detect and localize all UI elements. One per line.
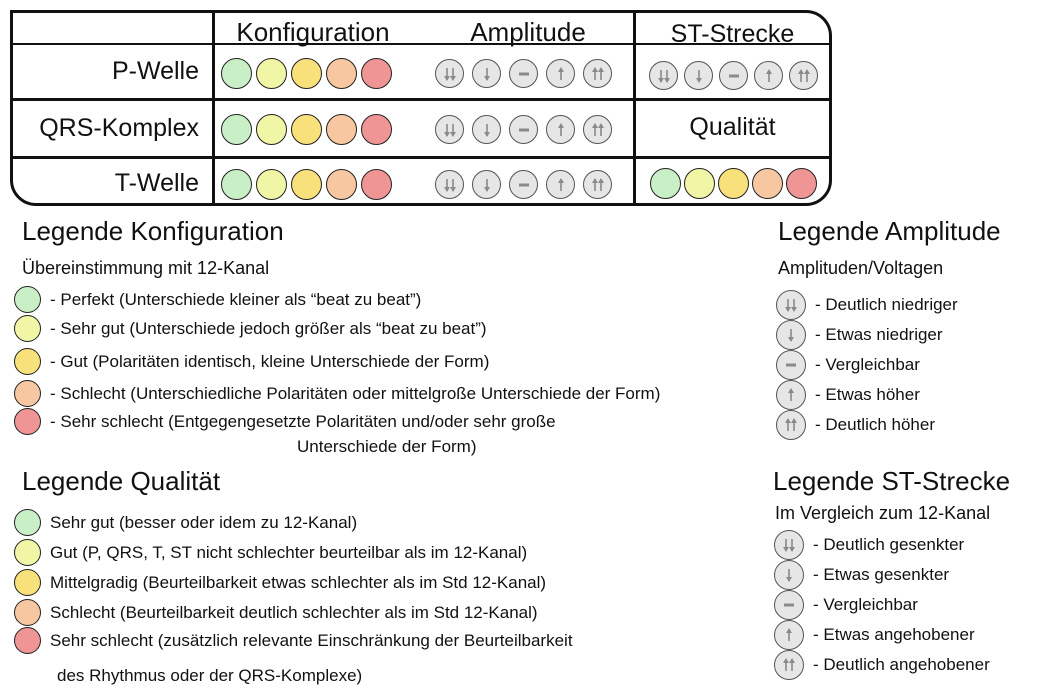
konfig-circle-sehr-schlecht: [361, 58, 392, 89]
qual-circle-sehr-schlecht: [786, 168, 817, 199]
legend-konfig-text: - Sehr gut (Unterschiede jedoch größer als “beat zu beat”): [50, 318, 487, 338]
table-divider: [13, 156, 829, 159]
konfig-circle-gut: [291, 169, 322, 200]
konfig-circle-sehr-schlecht: [361, 169, 392, 200]
mittelgradig-circle-icon: [14, 569, 41, 596]
legend-item-text: - Deutlich höher: [815, 415, 936, 434]
legend-qual-item-gut: [14, 539, 527, 566]
double-up-arrow-icon: [583, 115, 612, 144]
konfig-circle-gut: [291, 114, 322, 145]
amplitude-scale-qrs: [435, 115, 612, 144]
equal-icon: [776, 350, 806, 380]
double-down-arrow-icon: [435, 170, 464, 199]
double-down-arrow-icon: [776, 290, 806, 320]
double-down-arrow-icon: [649, 61, 678, 90]
down-arrow-icon: [472, 170, 501, 199]
sehr-schlecht-circle-icon: [14, 408, 41, 435]
legend-qual-item-schlecht: [14, 599, 538, 626]
up-arrow-icon: [546, 59, 575, 88]
down-arrow-icon: [684, 61, 713, 90]
down-arrow-icon: [472, 115, 501, 144]
qual-circle-mittelgradig: [718, 168, 749, 199]
konfig-circle-perfekt: [221, 58, 252, 89]
legend-konfig-item-perfekt: [14, 286, 421, 313]
konfig-circle-schlecht: [326, 169, 357, 200]
konfig-circle-gut: [291, 58, 322, 89]
up-arrow-icon: [546, 170, 575, 199]
double-down-arrow-icon: [435, 59, 464, 88]
amplitude-scale-t: [435, 170, 612, 199]
konfiguration-scale-t: [221, 169, 392, 200]
legend-item: [776, 410, 935, 440]
double-up-arrow-icon: [789, 61, 818, 90]
legend-item: [774, 620, 975, 650]
legend-qual-text: Sehr schlecht (zusätzlich relevante Einschränkung der Beurteilbarkeit: [50, 630, 573, 650]
legend-item: [774, 530, 964, 560]
legend-item: [774, 560, 949, 590]
amplitude-scale-p: [435, 59, 612, 88]
double-up-arrow-icon: [774, 650, 804, 680]
assessment-table: [10, 10, 832, 206]
up-arrow-icon: [754, 61, 783, 90]
double-up-arrow-icon: [776, 410, 806, 440]
row-label-t-welle: T-Welle: [114, 169, 199, 197]
legend-qualitaet-title: Legende Qualität: [22, 466, 221, 496]
equal-icon: [719, 61, 748, 90]
down-arrow-icon: [774, 560, 804, 590]
legend-item-text: - Deutlich niedriger: [815, 295, 958, 314]
legend-konfig-text: - Gut (Polaritäten identisch, kleine Unterschiede der Form): [50, 351, 490, 371]
legend-item-text: - Deutlich gesenkter: [813, 535, 965, 554]
legend-konfig-item-sehr-schlecht: [14, 408, 556, 435]
up-arrow-icon: [776, 380, 806, 410]
sehr-gut-circle-icon: [14, 509, 41, 536]
equal-icon: [509, 170, 538, 199]
gut-circle-icon: [14, 539, 41, 566]
legend-st-title: Legende ST-Strecke: [773, 466, 1011, 496]
konfiguration-scale-qrs: [221, 114, 392, 145]
legend-konfiguration-subtitle: Übereinstimmung mit 12-Kanal: [22, 258, 270, 278]
double-up-arrow-icon: [583, 170, 612, 199]
qual-circle-gut: [684, 168, 715, 199]
legend-konfiguration-title: Legende Konfiguration: [22, 216, 284, 246]
legend-item-text: - Etwas gesenkter: [813, 565, 950, 584]
konfig-circle-perfekt: [221, 114, 252, 145]
legend-konfig-text-cont: Unterschiede der Form): [297, 437, 477, 456]
legend-st-subtitle: Im Vergleich zum 12-Kanal: [775, 503, 991, 523]
legend-qual-text: Gut (P, QRS, T, ST nicht schlechter beurteilbar als im 12-Kanal): [50, 542, 528, 562]
down-arrow-icon: [776, 320, 806, 350]
konfig-circle-sehr-gut: [256, 169, 287, 200]
legend-qual-text: Mittelgradig (Beurteilbarkeit etwas schlechter als im Std 12-Kanal): [50, 572, 547, 592]
legend-amplitude-subtitle: Amplituden/Voltagen: [778, 258, 944, 278]
equal-icon: [509, 59, 538, 88]
row-label-qrs-komplex: QRS-Komplex: [39, 114, 199, 142]
gut-circle-icon: [14, 348, 41, 375]
header-konfiguration: Konfiguration: [236, 17, 390, 47]
legend-konfig-text: - Perfekt (Unterschiede kleiner als “beat zu beat”): [50, 289, 422, 309]
legend-item-text: - Etwas angehobener: [813, 625, 975, 644]
qualitaet-scale: [650, 168, 817, 199]
legend-qual-item-mittelgradig: [14, 569, 546, 596]
schlecht-circle-icon: [14, 380, 41, 407]
legend-qual-item-sehr-gut: [14, 509, 357, 536]
up-arrow-icon: [774, 620, 804, 650]
legend-item: [776, 320, 943, 350]
legend-item-text: - Etwas höher: [815, 385, 920, 404]
header-amplitude: Amplitude: [470, 17, 586, 47]
legend-item-text: - Vergleichbar: [813, 595, 918, 614]
legend-konfig-item-sehr-gut: [14, 315, 487, 342]
legend-konfig-text: - Schlecht (Unterschiedliche Polaritäten oder mittelgroße Unterschiede der Form): [50, 383, 661, 403]
legend-item: [774, 650, 990, 680]
konfiguration-scale-p: [221, 58, 392, 89]
legend-konfig-item-gut: [14, 348, 489, 375]
equal-icon: [774, 590, 804, 620]
legend-item-text: - Etwas niedriger: [815, 325, 943, 344]
konfig-circle-perfekt: [221, 169, 252, 200]
konfig-circle-sehr-schlecht: [361, 114, 392, 145]
legend-item-text: - Vergleichbar: [815, 355, 920, 374]
konfig-circle-sehr-gut: [256, 58, 287, 89]
legend-item: [776, 380, 920, 410]
legend-konfig-item-schlecht: [14, 380, 660, 407]
konfig-circle-schlecht: [326, 58, 357, 89]
down-arrow-icon: [472, 59, 501, 88]
qual-circle-sehr-gut: [650, 168, 681, 199]
table-divider: [13, 98, 829, 101]
legend-item: [774, 590, 918, 620]
qualitaet-label: Qualität: [689, 113, 776, 141]
legend-item-text: - Deutlich angehobener: [813, 655, 990, 674]
legend-amplitude-title: Legende Amplitude: [778, 216, 1001, 246]
double-up-arrow-icon: [583, 59, 612, 88]
legend-item: [776, 350, 920, 380]
konfig-circle-schlecht: [326, 114, 357, 145]
legend-qual-item-sehr-schlecht: [14, 627, 573, 654]
legend-item: [776, 290, 958, 320]
sehr-schlecht-circle-icon: [14, 627, 41, 654]
legend-konfig-text: - Sehr schlecht (Entgegengesetzte Polaritäten und/oder sehr große: [50, 411, 556, 431]
legend-qual-text-cont: des Rhythmus oder der QRS-Komplexe): [57, 666, 363, 685]
row-label-p-welle: P-Welle: [111, 57, 199, 85]
double-down-arrow-icon: [774, 530, 804, 560]
perfekt-circle-icon: [14, 286, 41, 313]
up-arrow-icon: [546, 115, 575, 144]
konfig-circle-sehr-gut: [256, 114, 287, 145]
equal-icon: [509, 115, 538, 144]
header-st-strecke: ST-Strecke: [670, 20, 795, 48]
schlecht-circle-icon: [14, 599, 41, 626]
legend-qual-text: Schlecht (Beurteilbarkeit deutlich schlechter als im Std 12-Kanal): [50, 602, 538, 622]
legend-qual-text: Sehr gut (besser oder idem zu 12-Kanal): [50, 512, 358, 532]
sehr-gut-circle-icon: [14, 315, 41, 342]
qual-circle-schlecht: [752, 168, 783, 199]
double-down-arrow-icon: [435, 115, 464, 144]
st-scale-p: [649, 61, 818, 90]
